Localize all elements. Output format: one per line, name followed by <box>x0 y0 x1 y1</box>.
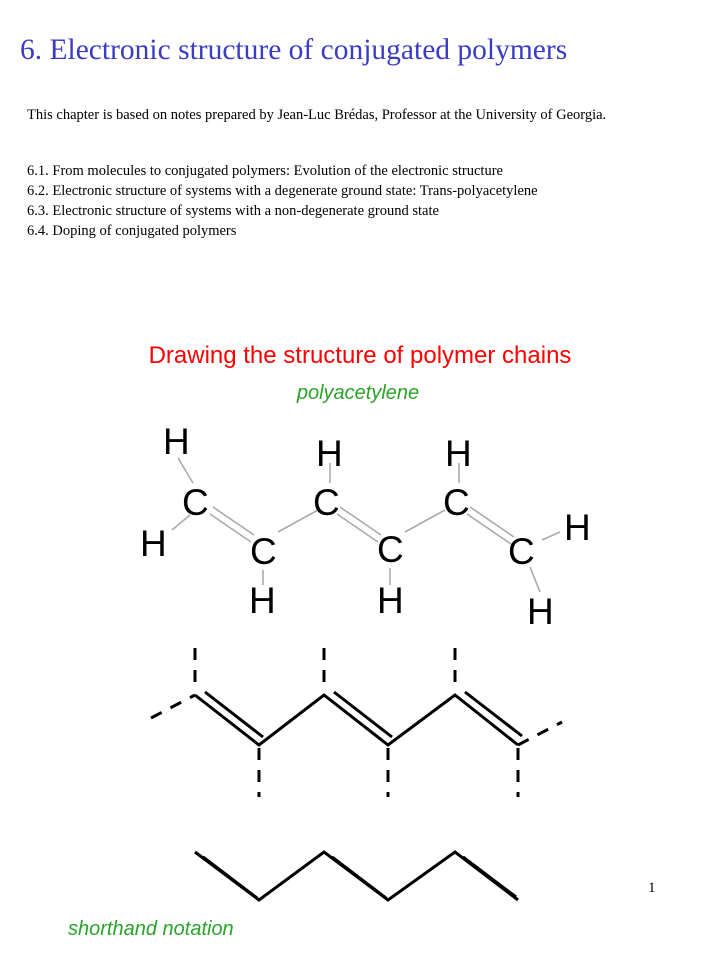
page-number: 1 <box>648 880 656 896</box>
atom-h: H <box>316 433 343 474</box>
subheading: Drawing the structure of polymer chains <box>148 342 572 369</box>
atom-h: H <box>527 591 554 632</box>
skeletal-structure <box>151 648 562 797</box>
atom-c: C <box>182 482 209 523</box>
dashed-bond <box>518 722 562 745</box>
shorthand-label: shorthand notation <box>68 918 234 940</box>
atom-c: C <box>377 529 404 570</box>
section-item: 6.2. Electronic structure of systems with a degenerate ground state: Trans-polyacetylene <box>27 183 538 199</box>
atom-labels <box>140 421 591 632</box>
atom-c: C <box>443 482 470 523</box>
intro-text: This chapter is based on notes prepared by Jean-Luc Brédas, Professor at the University of Georgia. <box>27 107 607 123</box>
atom-c: C <box>250 531 277 572</box>
page-title: 6. Electronic structure of conjugated polymers <box>20 34 568 66</box>
double-bond <box>332 857 386 898</box>
double-bond <box>205 692 263 737</box>
atom-c: C <box>508 531 535 572</box>
bond <box>405 510 445 532</box>
atom-h: H <box>445 433 472 474</box>
polyacetylene-structure <box>172 458 560 592</box>
atom-h: H <box>249 580 276 621</box>
section-item: 6.1. From molecules to conjugated polymers: Evolution of the electronic structure <box>27 163 503 179</box>
dashed-bond <box>151 695 195 718</box>
double-bond <box>334 692 392 737</box>
atom-h: H <box>140 523 167 564</box>
double-bond <box>203 857 257 898</box>
bond <box>467 514 511 544</box>
shorthand-structure <box>195 852 518 900</box>
atom-h: H <box>564 507 591 548</box>
atom-h: H <box>377 580 404 621</box>
section-item: 6.4. Doping of conjugated polymers <box>27 223 237 239</box>
atom-h: H <box>163 421 190 462</box>
atom-c: C <box>313 482 340 523</box>
double-bond <box>465 692 522 736</box>
polymer-name: polyacetylene <box>296 382 420 404</box>
section-item: 6.3. Electronic structure of systems with a non-degenerate ground state <box>27 203 439 219</box>
double-bond <box>463 857 516 897</box>
bond <box>542 532 560 540</box>
bond <box>278 510 318 532</box>
